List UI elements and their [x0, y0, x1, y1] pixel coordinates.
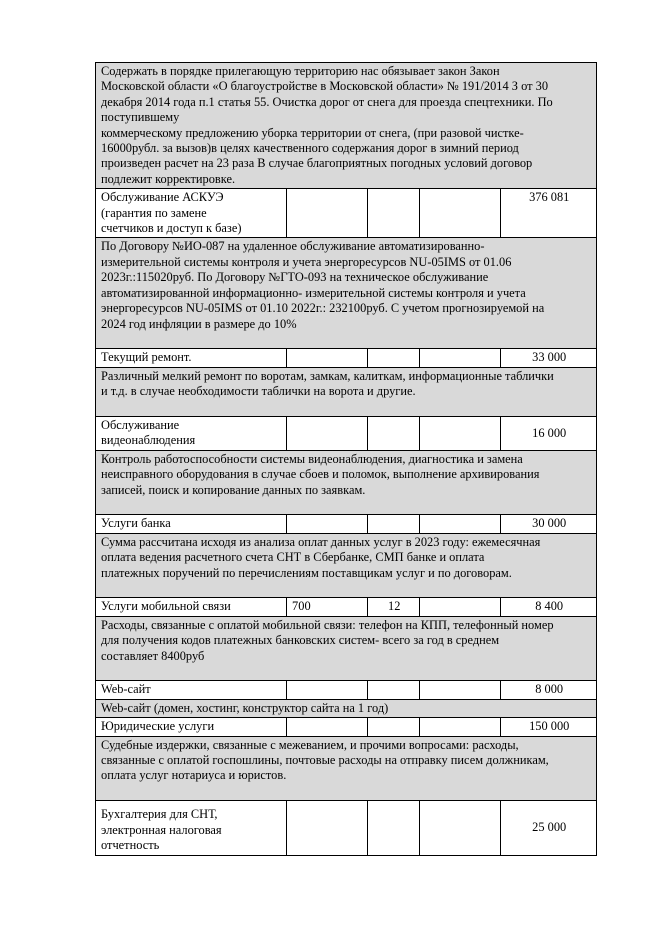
- extra-cell: [420, 416, 501, 450]
- text-line: По Договору №ИО-087 на удаленное обслуживание автоматизированно-: [101, 239, 485, 254]
- description-row: [96, 616, 597, 681]
- text-line: 2023г.:115020руб. По Договору №ГТО-093 на техническое обслуживание: [101, 270, 489, 285]
- budget-item-row: [96, 681, 597, 699]
- quantity-cell: [368, 349, 420, 367]
- unit-price-cell: [287, 681, 368, 699]
- budget-item-row: [96, 718, 597, 736]
- budget-item-row: [96, 189, 597, 238]
- budget-item-row: [96, 349, 597, 367]
- text-line: Обслуживание АСКУЭ: [101, 190, 224, 205]
- quantity-cell: [368, 515, 420, 533]
- total-amount-cell: 376 081: [501, 189, 597, 238]
- total-amount-cell: 25 000: [501, 801, 597, 855]
- description-row: [96, 450, 597, 515]
- item-name-cell: [96, 718, 287, 736]
- text-line: [101, 784, 592, 799]
- text-line: 2024 год инфляции в размере до 10%: [101, 316, 297, 331]
- text-line: для получения кодов платежных банковских систем- всего за год в среднем: [101, 633, 500, 648]
- description-row: [96, 63, 597, 189]
- item-name-cell: [96, 416, 287, 450]
- text-line: Текущий ремонт.: [101, 350, 192, 365]
- text-line: Web-сайт (домен, хостинг, конструктор сайта на 1 год): [101, 700, 389, 715]
- quantity-cell: [368, 681, 420, 699]
- total-amount-cell: 8 000: [501, 681, 597, 699]
- text-line: Юридические услуги: [101, 719, 215, 734]
- description-cell: [96, 699, 597, 717]
- item-name-cell: [96, 515, 287, 533]
- text-line: Содержать в порядке прилегающую территорию нас обязывает закон Закон: [101, 64, 500, 78]
- budget-table: [95, 62, 597, 856]
- description-cell: [96, 367, 597, 416]
- quantity-cell: [368, 189, 420, 238]
- extra-cell: [420, 718, 501, 736]
- description-row: [96, 699, 597, 717]
- total-amount-cell: 30 000: [501, 515, 597, 533]
- text-line: оплата ведения расчетного счета СНТ в Сбербанке, СМП банке и оплата: [101, 550, 485, 565]
- quantity-cell: [368, 416, 420, 450]
- text-line: произведен расчет на 23 раза В случае благоприятных погодных условий договор: [101, 156, 533, 171]
- text-line: Расходы, связанные с оплатой мобильной связи: телефон на КПП, телефонный номер: [101, 617, 554, 632]
- item-name-cell: [96, 681, 287, 699]
- description-cell: [96, 736, 597, 801]
- text-line: (гарантия по замене: [101, 205, 207, 220]
- item-name-cell: [96, 598, 287, 616]
- item-name-cell: [96, 801, 287, 855]
- extra-cell: [420, 189, 501, 238]
- text-line: декабря 2014 года п.1 статья 55. Очистка дорог от снега для проезда спецтехники. По: [101, 94, 553, 109]
- description-row: [96, 533, 597, 598]
- description-cell: [96, 616, 597, 681]
- extra-cell: [420, 515, 501, 533]
- item-name-cell: [96, 349, 287, 367]
- unit-price-cell: [287, 416, 368, 450]
- budget-item-row: [96, 515, 597, 533]
- text-line: платежных поручений по перечислениям поставщикам услуг и по договорам.: [101, 565, 512, 580]
- text-line: и т.д. в случае необходимости таблички на ворота и другие.: [101, 384, 416, 399]
- text-line: видеонаблюдения: [101, 433, 196, 448]
- text-line: Московской области «О благоустройстве в Московской области» № 191/2014 З от 30: [101, 79, 549, 94]
- text-line: связанные с оплатой госпошлины, почтовые расходы на отправку писем должникам,: [101, 753, 549, 768]
- text-line: энергоресурсов NU-05IMS от 01.10 2022г.: 232100руб. С учетом прогнозируемой на: [101, 301, 545, 316]
- description-cell: [96, 533, 597, 598]
- text-line: неисправного оборудования в случае сбоев и поломок, выполнение архивирования: [101, 467, 540, 482]
- text-line: автоматизированной информационно- измерительной системы контроля и учета: [101, 285, 526, 300]
- text-line: отчетность: [101, 838, 160, 853]
- budget-item-row: [96, 801, 597, 855]
- text-line: [101, 498, 592, 513]
- budget-table-body: [96, 63, 597, 856]
- total-amount-cell: 150 000: [501, 718, 597, 736]
- text-line: записей, поиск и копирование данных по заявкам.: [101, 482, 366, 497]
- quantity-cell: [368, 718, 420, 736]
- text-line: [101, 664, 592, 679]
- budget-table-page: [95, 62, 597, 856]
- total-amount-cell: 33 000: [501, 349, 597, 367]
- extra-cell: [420, 349, 501, 367]
- text-line: Судебные издержки, связанные с межеванием, и прочими вопросами: расходы,: [101, 737, 519, 752]
- unit-price-cell: [287, 189, 368, 238]
- description-row: [96, 238, 597, 349]
- unit-price-cell: [287, 718, 368, 736]
- text-line: Различный мелкий ремонт по воротам, замкам, калиткам, информационные таблички: [101, 368, 554, 383]
- extra-cell: [420, 681, 501, 699]
- total-amount-cell: 16 000: [501, 416, 597, 450]
- text-line: поступившему: [101, 110, 180, 125]
- text-line: электронная налоговая: [101, 822, 222, 837]
- quantity-cell: 12: [368, 598, 420, 616]
- text-line: оплата услуг нотариуса и юристов.: [101, 768, 287, 783]
- text-line: Контроль работоспособности системы видеонаблюдения, диагностика и замена: [101, 451, 523, 466]
- extra-cell: [420, 598, 501, 616]
- text-line: Сумма рассчитана исходя из анализа оплат данных услуг в 2023 году: ежемесячная: [101, 534, 541, 549]
- unit-price-cell: 700: [287, 598, 368, 616]
- text-line: [101, 332, 592, 347]
- description-row: [96, 367, 597, 416]
- unit-price-cell: [287, 349, 368, 367]
- text-line: Web-сайт: [101, 682, 151, 697]
- unit-price-cell: [287, 515, 368, 533]
- extra-cell: [420, 801, 501, 855]
- description-cell: [96, 450, 597, 515]
- text-line: измерительной системы контроля и учета энергоресурсов NU-05IMS от 01.06: [101, 254, 512, 269]
- item-name-cell: [96, 189, 287, 238]
- text-line: коммерческому предложению уборка территории от снега, (при разовой чистке-: [101, 125, 524, 140]
- total-amount-cell: 8 400: [501, 598, 597, 616]
- budget-item-row: [96, 416, 597, 450]
- text-line: Услуги мобильной связи: [101, 599, 231, 614]
- text-line: Обслуживание: [101, 417, 180, 432]
- text-line: Услуги банка: [101, 516, 171, 531]
- unit-price-cell: [287, 801, 368, 855]
- text-line: [101, 581, 592, 596]
- quantity-cell: [368, 801, 420, 855]
- text-line: составляет 8400руб: [101, 648, 205, 663]
- description-cell: [96, 238, 597, 349]
- budget-item-row: [96, 598, 597, 616]
- description-row: [96, 736, 597, 801]
- text-line: 16000рубл. за вызов)в целях качественного содержания дорог в зимний период: [101, 141, 519, 156]
- text-line: счетчиков и доступ к базе): [101, 221, 242, 236]
- text-line: подлежит корректировке.: [101, 171, 236, 186]
- text-line: Бухгалтерия для СНТ,: [101, 807, 218, 822]
- text-line: [101, 400, 592, 415]
- description-cell: [96, 63, 597, 189]
